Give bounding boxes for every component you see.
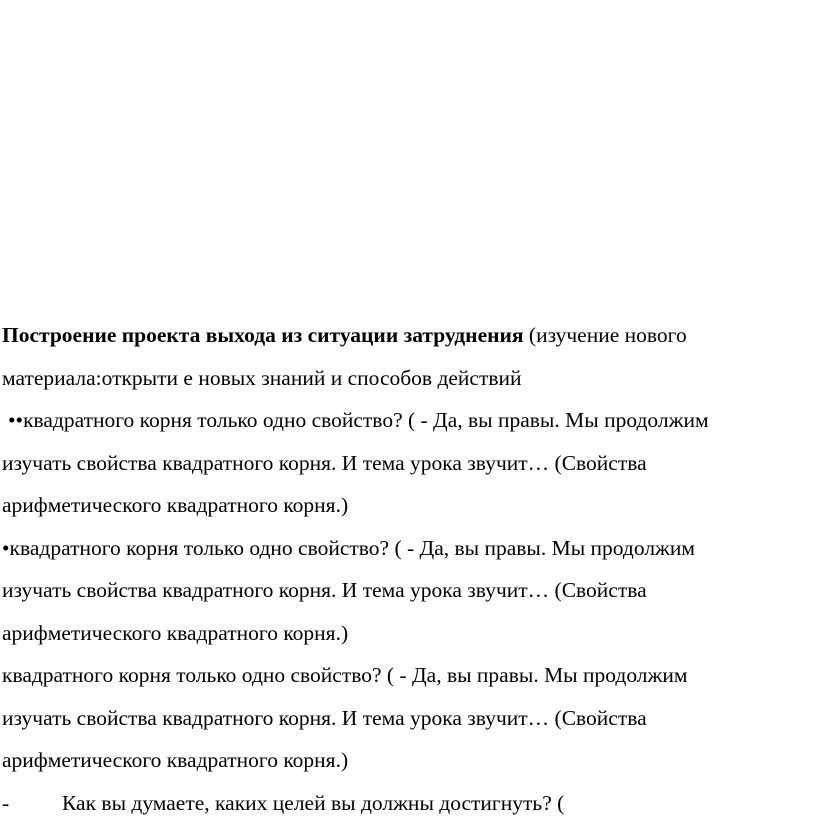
bullet-mark: • (2, 535, 10, 560)
heading-continuation: (изучение нового (523, 323, 687, 347)
paragraph-line: арифметического квадратного корня.) (2, 620, 349, 645)
paragraph-line: арифметического квадратного корня.) (2, 748, 349, 772)
paragraph-line: квадратного корня только одно свойство? ( - Да, вы правы. Мы продолжим (2, 663, 688, 687)
question-text: Как вы думаете, каких целей вы должны достигнуть? ( (62, 790, 565, 815)
paragraph-line: материала:открыти е новых знаний и способов действий (2, 365, 522, 390)
question-line (2, 782, 814, 825)
paragraph-text: квадратного корня только одно свойство? ( - Да, вы правы. Мы продолжим (23, 408, 709, 432)
paragraph-line: изучать свойства квадратного корня. И тема урока звучит… (Свойства (2, 578, 647, 602)
paragraph-line: изучать свойства квадратного корня. И тема урока звучит… (Свойства (2, 705, 647, 730)
bullet-line (2, 399, 814, 442)
paragraph-text: квадратного корня только одно свойство? ( - Да, вы правы. Мы продолжим (9, 535, 696, 560)
section-heading: Построение проекта выхода из ситуации затруднения (2, 323, 524, 347)
bullet-line (2, 527, 814, 570)
document-body (2, 314, 814, 824)
heading-line (2, 314, 814, 357)
paragraph-line: арифметического квадратного корня.) (2, 493, 349, 517)
paragraph-line: изучать свойства квадратного корня. И тема урока звучит… (Свойства (2, 450, 647, 475)
list-dash: - (2, 790, 10, 815)
bullet-marks: •• (8, 408, 24, 432)
